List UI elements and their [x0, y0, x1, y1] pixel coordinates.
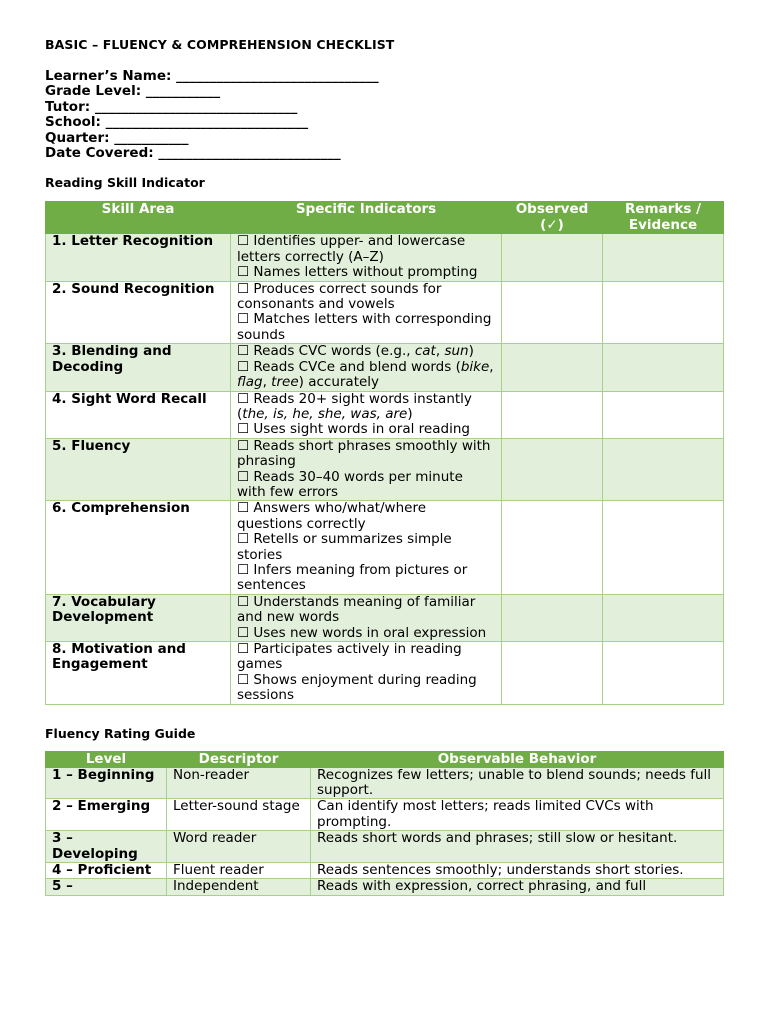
skill-area-cell: 5. Fluency — [46, 438, 231, 501]
info-field-blank[interactable]: ___________________________ — [158, 145, 341, 162]
indicators-cell — [231, 438, 502, 501]
header-specific-indicators: Specific Indicators — [231, 202, 502, 234]
skill-area-cell: 8. Motivation and Engagement — [46, 642, 231, 705]
rating-table — [45, 751, 724, 896]
indicator-checkbox-item[interactable]: ☐ Retells or summarizes simple stories — [237, 531, 452, 563]
observed-cell[interactable] — [502, 281, 603, 344]
behavior-cell: Recognizes few letters; unable to blend sounds; needs full support. — [311, 767, 724, 799]
indicators-cell — [231, 391, 502, 438]
indicator-checkbox-item[interactable]: ☐ Shows enjoyment during reading sessions — [237, 671, 477, 704]
indicator-checkbox-item[interactable]: ☐ Matches letters with corresponding sounds — [237, 311, 492, 343]
behavior-cell: Reads with expression, correct phrasing, and full — [311, 879, 724, 895]
rating-row — [46, 863, 724, 879]
info-field-label: Date Covered: — [45, 145, 154, 162]
indicator-checkbox-item[interactable]: ☐ Names letters without prompting — [237, 264, 478, 281]
remarks-cell[interactable] — [603, 438, 724, 501]
indicator-checkbox-item[interactable]: ☐ Reads CVCe and blend words (bike, flag, tree) accurately — [237, 358, 494, 391]
skill-table — [45, 201, 724, 704]
skill-row — [46, 234, 724, 281]
info-field — [45, 69, 723, 84]
observed-cell[interactable] — [502, 344, 603, 391]
indicator-checkbox-item[interactable]: ☐ Reads short phrases smoothly with phrasing — [237, 437, 491, 470]
skill-row — [46, 438, 724, 501]
header-observed: Observed (✓) — [502, 202, 603, 234]
indicators-cell — [231, 281, 502, 344]
skill-area-cell: 4. Sight Word Recall — [46, 391, 231, 438]
indicators-cell — [231, 642, 502, 705]
header-observable-behavior: Observable Behavior — [311, 751, 724, 767]
header-remarks: Remarks / Evidence — [603, 202, 724, 234]
rating-row — [46, 767, 724, 799]
skill-area-cell: 7. Vocabulary Development — [46, 594, 231, 641]
info-field — [45, 115, 723, 130]
reading-section-title: Reading Skill Indicator — [45, 175, 205, 191]
indicators-cell — [231, 501, 502, 594]
info-field-blank[interactable]: ______________________________ — [105, 114, 309, 131]
skill-area-cell: 2. Sound Recognition — [46, 281, 231, 344]
remarks-cell[interactable] — [603, 391, 724, 438]
info-field-label: Quarter: — [45, 129, 110, 146]
behavior-cell: Reads sentences smoothly; understands short stories. — [311, 863, 724, 879]
rating-table-header — [46, 751, 724, 767]
level-cell: 3 – Developing — [46, 831, 167, 863]
remarks-cell[interactable] — [603, 344, 724, 391]
behavior-cell: Can identify most letters; reads limited CVCs with prompting. — [311, 799, 724, 831]
observed-cell[interactable] — [502, 501, 603, 594]
observed-cell[interactable] — [502, 391, 603, 438]
level-cell: 2 – Emerging — [46, 799, 167, 831]
level-cell: 1 – Beginning — [46, 767, 167, 799]
behavior-cell: Reads short words and phrases; still slow or hesitant. — [311, 831, 724, 863]
skill-row — [46, 281, 724, 344]
skill-row — [46, 501, 724, 594]
info-field — [45, 100, 723, 115]
rating-row — [46, 831, 724, 863]
indicator-checkbox-item[interactable]: ☐ Reads 20+ sight words instantly (the, is, he, she, was, are) — [237, 390, 472, 422]
fluency-section-title: Fluency Rating Guide — [45, 725, 196, 741]
info-field-label: Grade Level: — [45, 83, 142, 100]
indicator-checkbox-item[interactable]: ☐ Produces correct sounds for consonants and vowels — [237, 280, 442, 313]
descriptor-cell: Non-reader — [167, 767, 311, 799]
observed-cell[interactable] — [502, 594, 603, 641]
indicator-checkbox-item[interactable]: ☐ Infers meaning from pictures or sentences — [237, 561, 468, 594]
indicator-checkbox-item[interactable]: ☐ Uses sight words in oral reading — [237, 421, 470, 438]
descriptor-cell: Independent — [167, 879, 311, 895]
descriptor-cell: Word reader — [167, 831, 311, 863]
info-fields — [45, 69, 723, 161]
descriptor-cell: Letter-sound stage — [167, 799, 311, 831]
indicators-cell — [231, 594, 502, 641]
remarks-cell[interactable] — [603, 642, 724, 705]
indicator-checkbox-item[interactable]: ☐ Participates actively in reading games — [237, 641, 462, 673]
header-descriptor: Descriptor — [167, 751, 311, 767]
info-field-blank[interactable]: ___________ — [145, 83, 221, 100]
document-title: BASIC – FLUENCY & COMPREHENSION CHECKLIST — [45, 37, 395, 52]
skill-area-cell: 1. Letter Recognition — [46, 234, 231, 281]
info-field-blank[interactable]: ______________________________ — [176, 68, 379, 84]
info-field — [45, 84, 723, 99]
skill-row — [46, 594, 724, 641]
remarks-cell[interactable] — [603, 501, 724, 594]
rating-row — [46, 799, 724, 831]
indicator-checkbox-item[interactable]: ☐ Reads 30–40 words per minute with few errors — [237, 468, 463, 500]
skill-row — [46, 344, 724, 391]
indicators-cell — [231, 344, 502, 391]
indicator-checkbox-item[interactable]: ☐ Reads CVC words (e.g., cat, sun) — [237, 343, 474, 360]
remarks-cell[interactable] — [603, 594, 724, 641]
observed-cell[interactable] — [502, 234, 603, 281]
document-page — [45, 37, 723, 896]
skill-area-cell: 6. Comprehension — [46, 501, 231, 594]
header-skill-area: Skill Area — [46, 202, 231, 234]
indicator-checkbox-item[interactable]: ☐ Uses new words in oral expression — [237, 624, 487, 641]
info-field-blank[interactable]: ___________ — [114, 129, 189, 146]
info-field-label: School: — [45, 114, 101, 131]
skill-row — [46, 642, 724, 705]
info-field-blank[interactable]: ______________________________ — [94, 98, 298, 115]
remarks-cell[interactable] — [603, 281, 724, 344]
indicator-checkbox-item[interactable]: ☐ Identifies upper- and lowercase letters correctly (A–Z) — [237, 233, 466, 265]
observed-cell[interactable] — [502, 642, 603, 705]
rating-row — [46, 879, 724, 895]
info-field-label: Tutor: — [45, 98, 91, 115]
header-level: Level — [46, 751, 167, 767]
level-cell: 4 – Proficient — [46, 863, 167, 879]
info-field — [45, 146, 723, 161]
remarks-cell[interactable] — [603, 234, 724, 281]
indicator-checkbox-item[interactable]: ☐ Understands meaning of familiar and new words — [237, 593, 476, 626]
indicator-checkbox-item[interactable]: ☐ Answers who/what/where questions correctly — [237, 500, 427, 532]
skill-area-cell: 3. Blending and Decoding — [46, 344, 231, 391]
info-field — [45, 131, 723, 146]
observed-cell[interactable] — [502, 438, 603, 501]
info-field-label: Learner’s Name: — [45, 68, 172, 84]
skill-row — [46, 391, 724, 438]
skill-table-header — [46, 202, 724, 234]
level-cell: 5 – — [46, 879, 167, 895]
descriptor-cell: Fluent reader — [167, 863, 311, 879]
indicators-cell — [231, 234, 502, 281]
